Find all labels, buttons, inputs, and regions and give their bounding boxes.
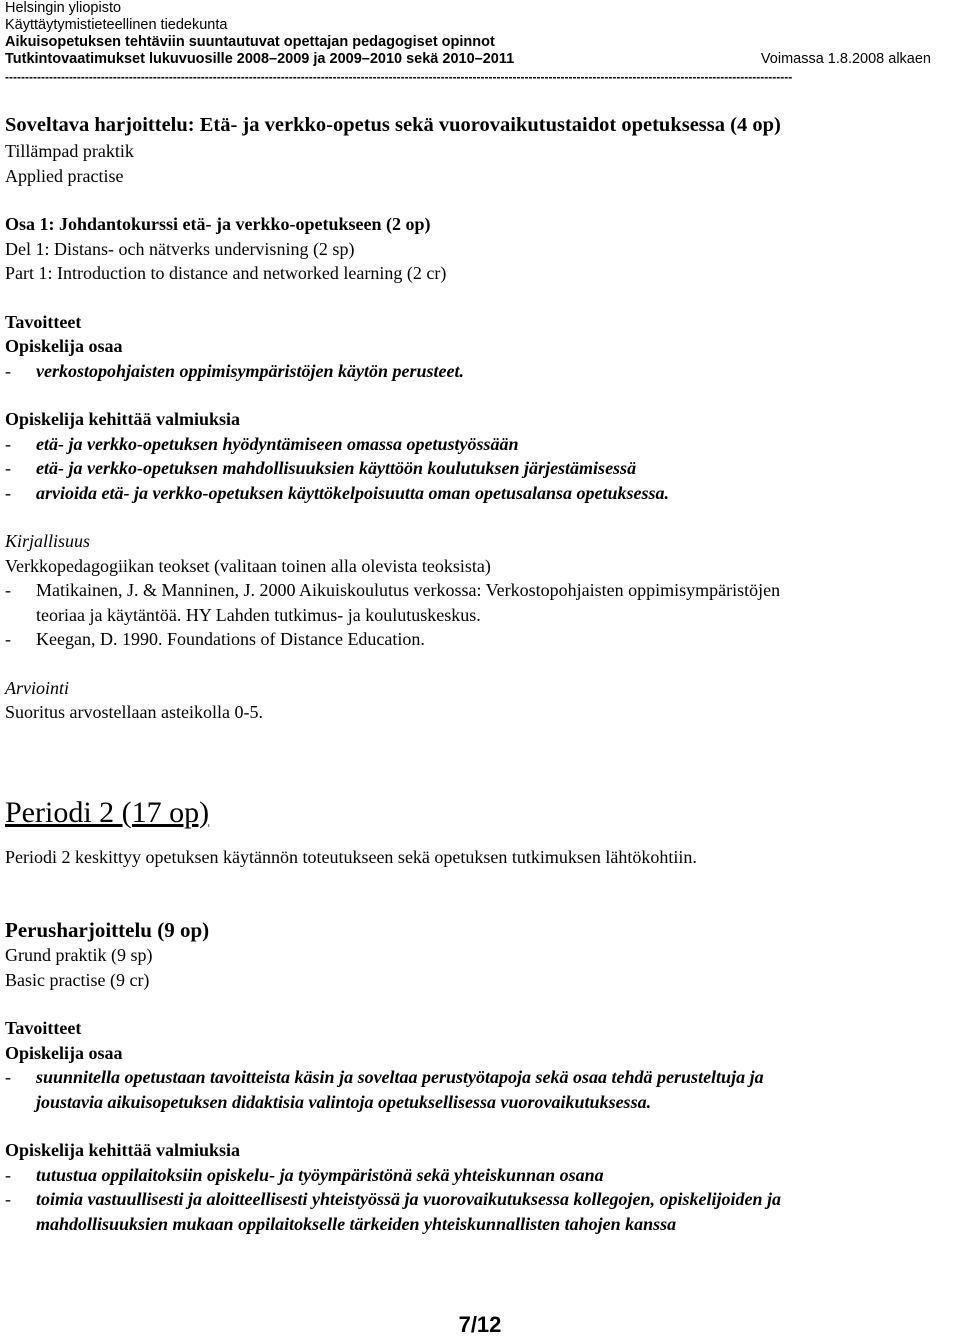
list-item-text: Keegan, D. 1990. Foundations of Distance Education.	[36, 629, 425, 649]
section2-title-en: Basic practise (9 cr)	[5, 969, 150, 990]
list-item: - Keegan, D. 1990. Foundations of Distance Education.	[5, 627, 955, 652]
list-item: - tutustua oppilaitoksiin opiskelu- ja työympäristönä sekä yhteiskunnan osana	[5, 1163, 955, 1188]
goals-heading: Tavoitteet	[5, 1018, 82, 1038]
list-item-text: etä- ja verkko-opetuksen hyödyntämiseen omassa opetustyössään	[36, 433, 519, 454]
section1-title: Soveltava harjoittelu: Etä- ja verkko-opetus sekä vuorovaikutustaidot opetuksessa (4 op)	[5, 114, 781, 136]
periodi-description: Periodi 2 keskittyy opetuksen käytännön toteutukseen sekä opetuksen tutkimuksen lähtökohtiin.	[5, 846, 697, 867]
list-item-text: toimia vastuullisesti ja aloitteellisesti yhteistyössä ja vuorovaikutuksessa kollegojen, opiskelijoiden ja	[36, 1189, 782, 1209]
document-body	[5, 112, 955, 1236]
knows-heading: Opiskelija osaa	[5, 336, 123, 356]
validity-date: Voimassa 1.8.2008 alkaen	[760, 51, 931, 67]
list-item: - Matikainen, J. & Manninen, J. 2000 Aikuiskoulutus verkossa: Verkostopohjaisten oppimisympäristöjen	[5, 578, 955, 603]
list-item-continuation: mahdollisuuksien mukaan oppilaitokselle tärkeiden yhteiskunnallisten tahojen kanssa	[36, 1213, 677, 1234]
requirements-row	[5, 51, 955, 68]
develops-heading: Opiskelija kehittää valmiuksia	[5, 1140, 241, 1160]
list-item-text: suunnitella opetustaan tavoitteista käsin ja soveltaa perustyötapoja sekä osaa tehdä perusteltuja ja	[36, 1067, 764, 1087]
literature-heading: Kirjallisuus	[5, 531, 91, 551]
list-item: - toimia vastuullisesti ja aloitteellisesti yhteistyössä ja vuorovaikutuksessa kollegojen, opiskelijoiden ja	[5, 1187, 955, 1212]
knows-heading: Opiskelija osaa	[5, 1042, 123, 1063]
section2-title: Perusharjoittelu (9 op)	[5, 918, 210, 942]
assessment-heading: Arviointi	[5, 677, 69, 698]
university-name: Helsingin yliopisto	[5, 0, 122, 16]
list-item: - etä- ja verkko-opetuksen mahdollisuuksien käyttöön koulutuksen järjestämisessä	[5, 456, 955, 481]
list-item-text: tutustua oppilaitoksiin opiskelu- ja työympäristönä sekä yhteiskunnan osana	[36, 1164, 604, 1185]
assessment-text: Suoritus arvostellaan asteikolla 0-5.	[5, 702, 263, 722]
list-item-text: Matikainen, J. & Manninen, J. 2000 Aikuiskoulutus verkossa: Verkostopohjaisten oppimisympäristöjen	[36, 580, 781, 600]
document-header	[5, 0, 955, 68]
section2-title-sv: Grund praktik (9 sp)	[5, 945, 153, 965]
list-item-text: etä- ja verkko-opetuksen mahdollisuuksien käyttöön koulutuksen järjestämisessä	[36, 458, 637, 478]
course-title-en: Part 1: Introduction to distance and networked learning (2 cr)	[5, 263, 447, 283]
list-item: - suunnitella opetustaan tavoitteista käsin ja soveltaa perustyötapoja sekä osaa tehdä perusteltuja ja	[5, 1065, 955, 1090]
list-item: - etä- ja verkko-opetuksen hyödyntämiseen omassa opetustyössään	[5, 432, 955, 457]
develops-heading: Opiskelija kehittää valmiuksia	[5, 409, 241, 429]
page-number: 7/12	[458, 1312, 502, 1337]
goals-heading: Tavoitteet	[5, 311, 82, 332]
section1-title-en: Applied practise	[5, 165, 124, 186]
list-item-continuation: teoriaa ja käytäntöä. HY Lahden tutkimus- ja koulutuskeskus.	[36, 604, 481, 625]
literature-intro: Verkkopedagogiikan teokset (valitaan toinen alla olevista teoksista)	[5, 555, 491, 576]
course-title: Osa 1: Johdantokurssi etä- ja verkko-opetukseen (2 op)	[5, 214, 431, 234]
list-item-text: verkostopohjaisten oppimisympäristöjen käytön perusteet.	[36, 360, 465, 381]
list-item-continuation: joustavia aikuisopetuksen didaktisia valintoja opetuksellisessa vuorovaikutuksessa.	[36, 1091, 652, 1112]
requirements-title: Tutkintovaatimukset lukuvuosille 2008–2009 ja 2009–2010 sekä 2010–2011	[5, 51, 515, 67]
list-item: - arvioida etä- ja verkko-opetuksen käyttökelpoisuutta oman opetusalansa opetuksessa.	[5, 481, 955, 506]
faculty-name: Käyttäytymistieteellinen tiedekunta	[5, 17, 228, 33]
program-name: Aikuisopetuksen tehtäviin suuntautuvat opettajan pedagogiset opinnot	[5, 34, 495, 50]
periodi-title: Periodi 2 (17 op)	[5, 795, 210, 829]
section1-title-sv: Tillämpad praktik	[5, 141, 134, 161]
header-separator: -----------------------------------------------------------------------------------------------------------------------------------------------------------------------------------------------------	[5, 70, 793, 84]
list-item-text: arvioida etä- ja verkko-opetuksen käyttökelpoisuutta oman opetusalansa opetuksessa.	[36, 482, 670, 503]
list-item: - verkostopohjaisten oppimisympäristöjen käytön perusteet.	[5, 359, 955, 384]
course-title-sv: Del 1: Distans- och nätverks undervisning (2 sp)	[5, 238, 355, 259]
